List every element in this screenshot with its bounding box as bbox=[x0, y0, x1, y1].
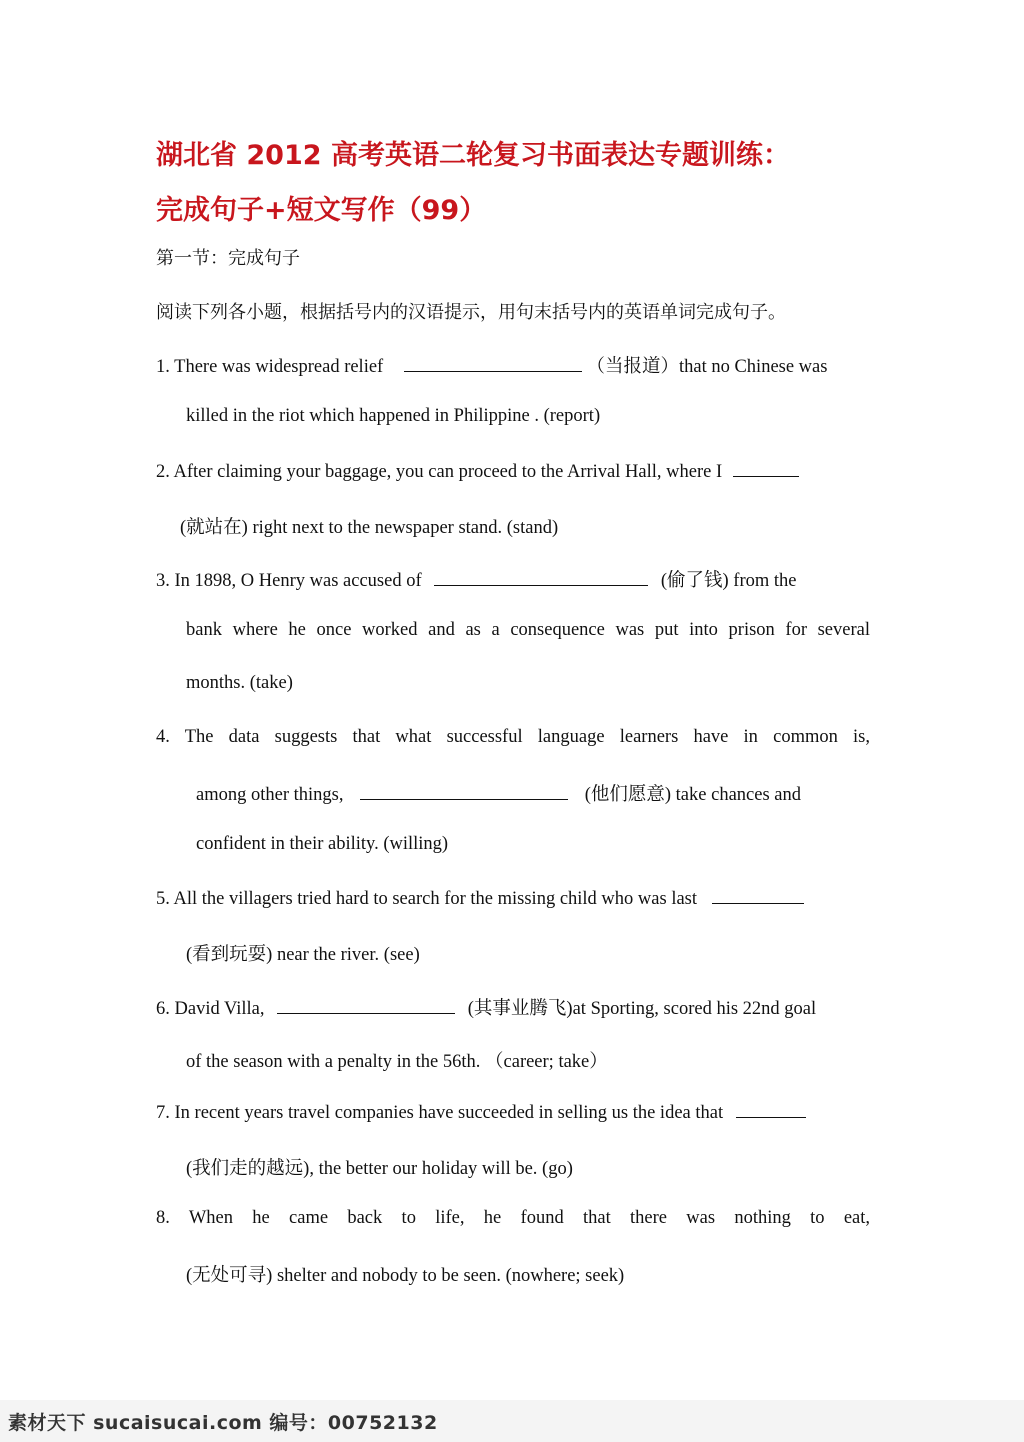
q1-line1 bbox=[156, 352, 827, 378]
q2-line2: (就站在) right next to the newspaper stand. (stand) bbox=[180, 518, 559, 538]
instruction-text: 阅读下列各小题，根据括号内的汉语提示，用句末括号内的英语单词完成句子。 bbox=[156, 302, 786, 323]
section-heading: 第一节：完成句子 bbox=[156, 248, 300, 269]
q5-text-a: 5. All the villagers tried hard to search for the missing child who was last bbox=[156, 889, 698, 909]
q2-line1 bbox=[156, 460, 799, 483]
q3-line3: months. (take) bbox=[186, 673, 293, 693]
q4-line2 bbox=[196, 780, 801, 806]
q4-text-b: (他们愿意) take chances and bbox=[584, 785, 801, 805]
q3-blank[interactable] bbox=[434, 569, 648, 586]
q6-blank[interactable] bbox=[277, 997, 455, 1014]
q4-text-a: among other things, bbox=[196, 785, 344, 805]
watermark-text: 素材天下 sucaisucai.com 编号：00752132 bbox=[8, 1412, 438, 1434]
q7-blank[interactable] bbox=[736, 1101, 806, 1118]
q7-text-a: 7. In recent years travel companies have succeeded in selling us the idea that bbox=[156, 1103, 724, 1123]
doc-title-line-1: 湖北省 2012 高考英语二轮复习书面表达专题训练： bbox=[156, 140, 790, 171]
q4-line3: confident in their ability. (willing) bbox=[196, 834, 449, 854]
watermark-footer bbox=[0, 1400, 1024, 1442]
q5-blank[interactable] bbox=[712, 887, 804, 904]
q3-line2: bank where he once worked and as a consequence was put into prison for several bbox=[186, 620, 870, 640]
q5-line2: (看到玩耍) near the river. (see) bbox=[186, 945, 420, 965]
doc-title-line-2: 完成句子+短文写作（99） bbox=[156, 195, 487, 226]
q6-line1 bbox=[156, 994, 816, 1020]
q6-text-a: 6. David Villa, bbox=[156, 999, 265, 1019]
q3-line1 bbox=[156, 566, 797, 592]
q8-line1: 8. When he came back to life, he found that there was nothing to eat, bbox=[156, 1208, 870, 1228]
q1-text-a: 1. There was widespread relief bbox=[156, 357, 384, 377]
q8-line2: (无处可寻) shelter and nobody to be seen. (nowhere; seek) bbox=[186, 1266, 625, 1286]
q2-blank[interactable] bbox=[733, 460, 799, 477]
q1-blank[interactable] bbox=[404, 355, 582, 372]
q7-line2: (我们走的越远), the better our holiday will be. (go) bbox=[186, 1159, 573, 1179]
q6-line2: of the season with a penalty in the 56th. （career; take） bbox=[186, 1052, 608, 1072]
q4-line1: 4. The data suggests that what successful language learners have in common is, bbox=[156, 727, 870, 747]
q1-text-b: （当报道）that no Chinese was bbox=[586, 357, 828, 377]
q6-text-b: (其事业腾飞)at Sporting, scored his 22nd goal bbox=[467, 999, 817, 1019]
q3-text-b: (偷了钱) from the bbox=[660, 571, 797, 591]
q4-blank[interactable] bbox=[360, 783, 568, 800]
q5-line1 bbox=[156, 887, 804, 910]
q7-line1 bbox=[156, 1101, 806, 1124]
q2-text-a: 2. After claiming your baggage, you can proceed to the Arrival Hall, where I bbox=[156, 462, 723, 482]
q1-line2: killed in the riot which happened in Philippine . (report) bbox=[186, 406, 601, 426]
q3-text-a: 3. In 1898, O Henry was accused of bbox=[156, 571, 422, 591]
